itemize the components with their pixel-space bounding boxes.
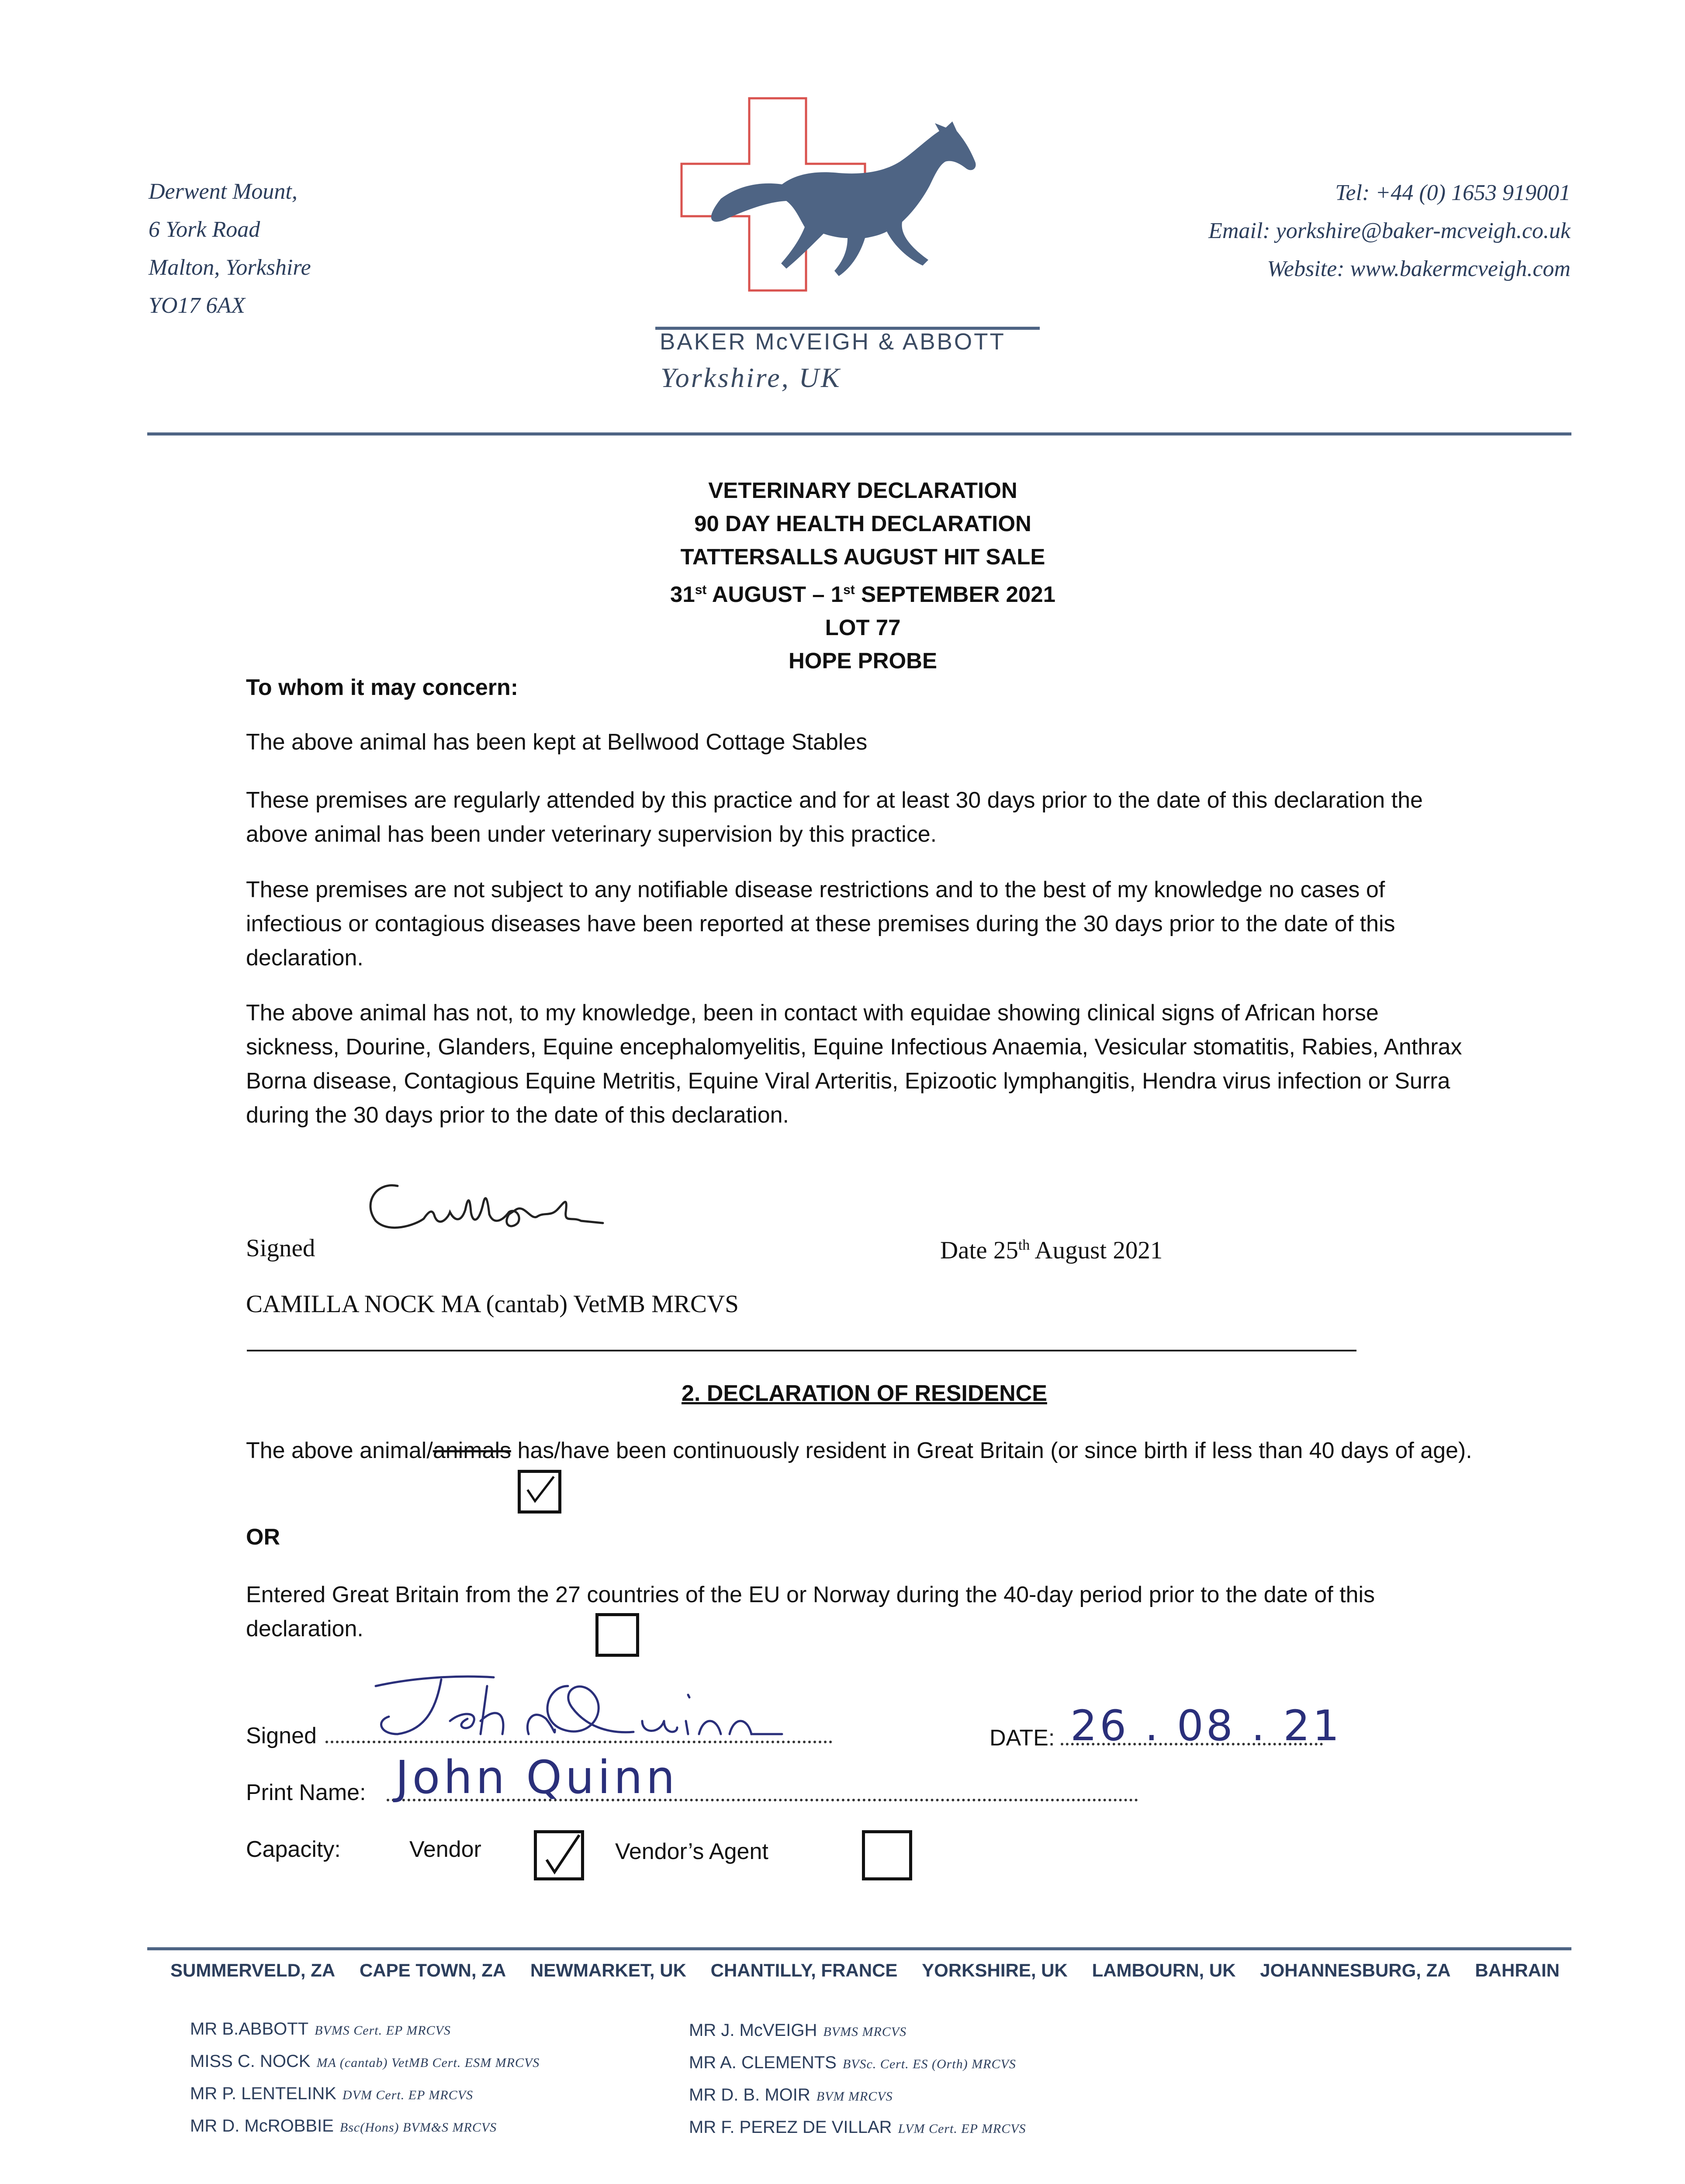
residence-option-entered: Entered Great Britain from the 27 countries of the EU or Norway during the 40-day period prior to the date of this declaration. [246, 1582, 1375, 1641]
heading-line: 90 DAY HEALTH DECLARATION [694, 511, 1031, 536]
address-line: YO17 6AX [149, 293, 245, 318]
paragraph-premises: The above animal has been kept at Bellwood Cottage Stables [246, 729, 868, 755]
staff-member: MR P. LENTELINK DVM Cert. EP MRCVS [190, 2084, 473, 2103]
lot-number: LOT 77 [825, 615, 901, 640]
header-divider [147, 432, 1571, 435]
vendor-label: Vendor [409, 1837, 481, 1862]
address-line: 6 York Road [149, 217, 260, 242]
check-mark-icon [537, 1833, 581, 1877]
practice-address [149, 173, 311, 325]
owner-signed-label: Signed [246, 1723, 317, 1749]
capacity-label: Capacity: [246, 1837, 341, 1862]
vet-signature-date: Date 25th August 2021 [940, 1237, 1163, 1264]
vendor-agent-checkbox[interactable] [862, 1830, 912, 1880]
paragraph-restrictions: These premises are not subject to any notifiable disease restrictions and to the best of my knowledge no cases of infectious or contagious diseases have been reported at these premises during the 30 days prior to the date of this declaration. [246, 877, 1395, 971]
staff-member: MR D. McROBBIE Bsc(Hons) BVM&S MRCVS [190, 2116, 497, 2136]
telephone: Tel: +44 (0) 1653 919001 [1335, 180, 1571, 205]
resident-checkbox[interactable] [518, 1470, 561, 1514]
paragraph-contact: The above animal has not, to my knowledge, been in contact with equidae showing clinical signs of African horse sickness, Dourine, Glanders, Equine encephalomyelitis, Equine Infectious Anaemia, Vesicular stomatitis, Rabies, Anthrax Borna disease, Contagious Equine Metritis, Equine Viral Arteritis, Epizootic lymphangitis, Hendra virus infection or Surra during the 30 days prior to the date of this declaration. [246, 1000, 1462, 1128]
sale-dates: 31st AUGUST – 1st SEPTEMBER 2021 [670, 582, 1055, 607]
staff-member: MR B.ABBOTT BVMS Cert. EP MRCVS [190, 2019, 451, 2039]
staff-member: MR A. CLEMENTS BVSc. Cert. ES (Orth) MRCVS [689, 2053, 1016, 2072]
or-label: OR [246, 1524, 280, 1550]
heading-line: VETERINARY DECLARATION [708, 478, 1017, 503]
declaration-heading [437, 474, 1289, 677]
salutation: To whom it may concern: [246, 675, 519, 700]
vendor-checkbox[interactable] [534, 1830, 584, 1880]
footer-divider [147, 1947, 1571, 1950]
residence-option-resident: The above animal/animals has/have been continuously resident in Great Britain (or since birth if less than 40 days of age). [246, 1438, 1472, 1463]
paragraph-supervision: These premises are regularly attended by this practice and for at least 30 days prior to the date of this declaration the above animal has been under veterinary supervision by this practice. [246, 788, 1423, 847]
staff-member: MR D. B. MOIR BVM MRCVS [689, 2085, 893, 2105]
print-name-value: John Quinn [395, 1751, 678, 1804]
vet-name: CAMILLA NOCK MA (cantab) VetMB MRCVS [246, 1290, 739, 1318]
practice-name: BAKER McVEIGH & ABBOTT [660, 329, 1006, 355]
section-divider [247, 1350, 1356, 1351]
office-locations [170, 1960, 1560, 1981]
owner-date-value: 26 . 08 . 21 [1070, 1701, 1342, 1750]
heading-line: TATTERSALLS AUGUST HIT SALE [680, 544, 1045, 569]
practice-contact [1208, 174, 1571, 288]
address-line: Malton, Yorkshire [149, 255, 311, 280]
office-item: YORKSHIRE, UK [922, 1960, 1068, 1980]
vendor-agent-label: Vendor’s Agent [615, 1839, 768, 1864]
office-item: SUMMERVELD, ZA [170, 1960, 336, 1980]
residence-title: 2. DECLARATION OF RESIDENCE [682, 1381, 1047, 1406]
address-line: Derwent Mount, [149, 179, 298, 204]
office-item: JOHANNESBURG, ZA [1260, 1960, 1451, 1980]
website: Website: www.bakermcveigh.com [1267, 256, 1571, 281]
office-item: LAMBOURN, UK [1092, 1960, 1236, 1980]
horse-cross-logo-icon [655, 87, 1048, 332]
entered-gb-checkbox[interactable] [595, 1613, 639, 1657]
vet-signature-icon [358, 1168, 612, 1256]
owner-signature-icon [363, 1669, 799, 1743]
horse-name: HOPE PROBE [788, 648, 938, 673]
staff-list-right [689, 2015, 1026, 2144]
staff-list-left [190, 2014, 540, 2143]
office-item: NEWMARKET, UK [530, 1960, 686, 1980]
practice-location: Yorkshire, UK [661, 362, 841, 393]
office-item: CHANTILLY, FRANCE [710, 1960, 898, 1980]
email: Email: yorkshire@baker-mcveigh.co.uk [1208, 218, 1571, 243]
staff-member: MR J. McVEIGH BVMS MRCVS [689, 2021, 907, 2040]
owner-date-label: DATE: [990, 1725, 1055, 1751]
staff-member: MISS C. NOCK MA (cantab) VetMB Cert. ESM MRCVS [190, 2052, 540, 2071]
office-item: BAHRAIN [1475, 1960, 1560, 1980]
galloping-horse-icon [711, 121, 976, 276]
office-item: CAPE TOWN, ZA [359, 1960, 506, 1980]
staff-member: MR F. PEREZ DE VILLAR LVM Cert. EP MRCVS [689, 2118, 1026, 2137]
vet-signed-label: Signed [246, 1234, 315, 1262]
print-name-label: Print Name: [246, 1780, 366, 1805]
check-mark-icon [521, 1473, 558, 1510]
